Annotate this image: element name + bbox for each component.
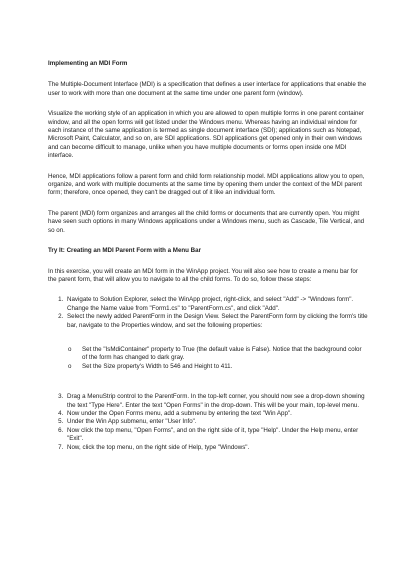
circle-bullet-icon: o (68, 362, 72, 370)
paragraph-mdi-definition: The Multiple-Document Interface (MDI) is a specification that defines a user interface for applications that enable the user to work with more than one document at the same time under one parent form (window). (48, 81, 367, 97)
paragraph-sdi-comparison: Visualize the working style of an application in which you are allowed to open multiple forms in one parent container window, and all the open forms will get listed under the Windows menu. Whereas having an individual window for each instance of the same application is termed as single document interface (SDI); applications such as Notepad, Microsoft Paint, Calculator, and so on, are SDI applications. SDI applications get opened only in their own windows and can become difficult to manage, unlike when you have multiple documents or forms open inside one MDI interface. (48, 110, 364, 160)
step-item: 1. Navigate to Solution Explorer, select the WinApp project, right-click, and select "Add" -> "Windows form". Change the Name value from "Form1.cs" to "ParentForm.cs", and click "Add". (65, 296, 368, 313)
paragraph-parent-organizes: The parent (MDI) form organizes and arranges all the child forms or documents that are currently open. You might have seen such options in many Windows applications under a Windows menu, such as Cascade, Tile Vertical, and so on. (48, 209, 365, 234)
sub-bullet-text: Set the "IsMdiContainer" property to True (the default value is False). Notice that the background color of the form has changed to dark gray. (82, 345, 362, 362)
step-item: 2. Select the newly added ParentForm in the Design View. Select the ParentForm form by clicking the form's title bar, navigate to the Properties window, and set the following properties: (65, 313, 368, 330)
section-heading-try-it: Try It: Creating an MDI Parent Form with a Menu Bar (48, 247, 201, 255)
sub-bullet-item (68, 346, 368, 363)
step-item: 3. Drag a MenuStrip control to the ParentForm. In the top-left corner, you should now see a drop-down showing the text "Type Here". Enter the text "Open Forms" in the drop-down. This will be your main, top-level menu. (65, 393, 368, 410)
paragraph-exercise-intro: In this exercise, you will create an MDI form in the WinApp project. You will also see how to create a menu bar for the parent form, that will allow you to navigate to all the child forms. To do so, follow these steps: (48, 267, 358, 283)
step-item: 6. Now click the top menu, "Open Forms", and on the right side of it, type "Help". Under the Help menu, enter "Exit". (65, 427, 368, 444)
paragraph-parent-child-model: Hence, MDI applications follow a parent form and child form relationship model. MDI applications allow you to open, organize, and work with multiple documents at the same time by opening them under the context of the MDI parent form; therefore, once opened, they can't be dragged out of it like an individual form. (48, 172, 365, 197)
steps-list-part-1 (48, 296, 368, 330)
document-page (48, 60, 368, 452)
step-item: 4. Now under the Open Forms menu, add a submenu by entering the text "Win App". (65, 410, 368, 418)
sub-bullet-text: Set the Size property's Width to 546 and Height to 411. (82, 362, 233, 370)
steps-list-part-2 (48, 393, 368, 452)
section-heading-mdi-form: Implementing an MDI Form (48, 60, 128, 67)
sub-bullet-item (68, 363, 368, 371)
step-item: 5. Under the Win App submenu, enter "User Info". (65, 418, 368, 426)
sub-bullet-list (48, 346, 368, 371)
circle-bullet-icon: o (68, 345, 72, 353)
step-item: 7. Now, click the top menu, on the right side of Help, type "Windows". (65, 444, 368, 452)
